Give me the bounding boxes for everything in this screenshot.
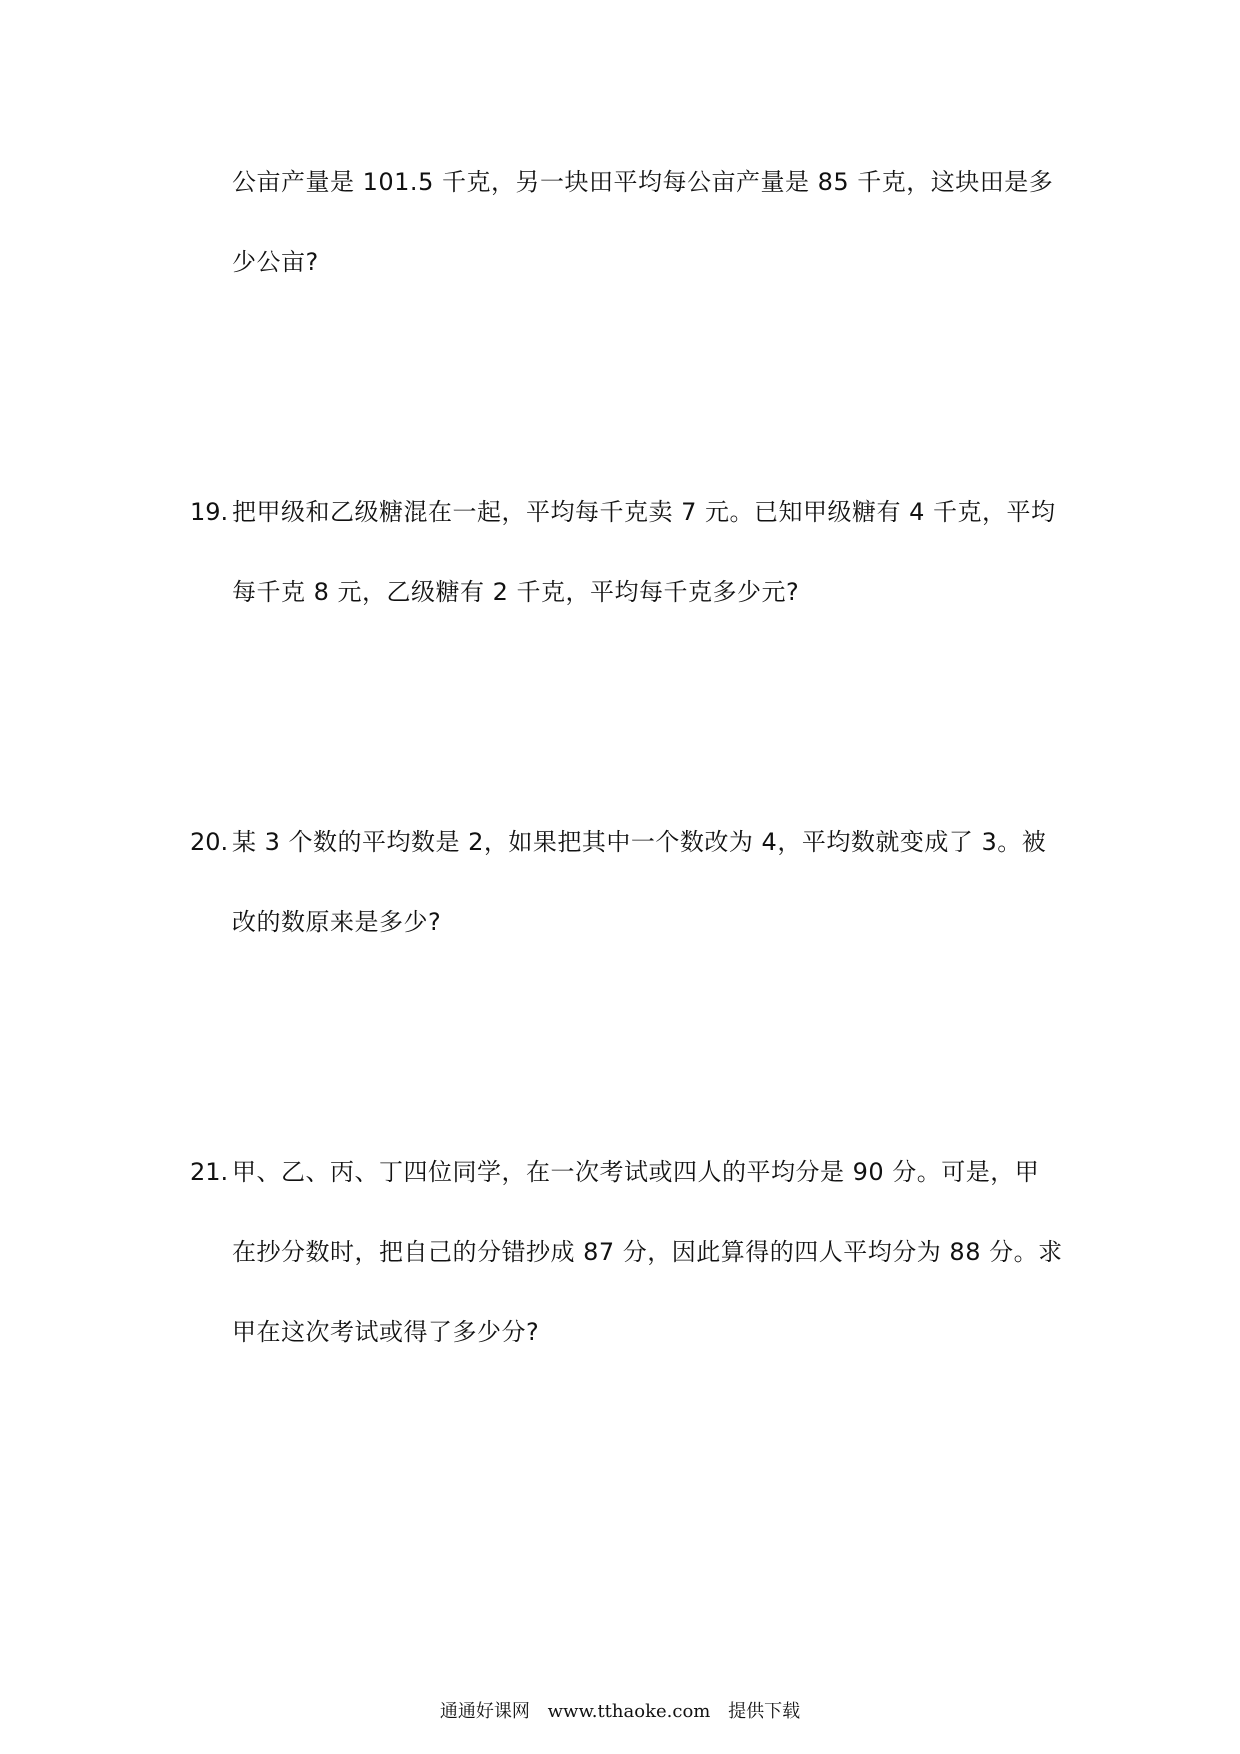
question-text-line: 改的数原来是多少? [232,908,442,936]
page-footer [0,1700,1240,1724]
question-number: 19. [190,498,229,526]
question-text-line: 甲在这次考试或得了多少分? [232,1318,540,1346]
question-text-line: 少公亩? [232,248,319,276]
question-text-line: 甲、乙、丙、丁四位同学，在一次考试或四人的平均分是 90 分。可是，甲 [232,1158,1040,1186]
question-text-line: 在抄分数时，把自己的分错抄成 87 分，因此算得的四人平均分为 88 分。求 [232,1238,1063,1266]
footer-site-name: 通通好课网 [439,1701,530,1722]
footer-url[interactable]: www.tthaoke.com [547,1701,711,1722]
question-text-line: 某 3 个数的平均数是 2，如果把其中一个数改为 4，平均数就变成了 3。被 [232,828,1047,856]
footer-action: 提供下载 [728,1701,801,1722]
question-number: 20. [190,828,229,856]
question-text-line: 每千克 8 元，乙级糖有 2 千克，平均每千克多少元? [232,578,800,606]
question-number: 21. [190,1158,229,1186]
question-text-line: 公亩产量是 101.5 千克，另一块田平均每公亩产量是 85 千克，这块田是多 [232,168,1054,196]
question-text-line: 把甲级和乙级糖混在一起，平均每千克卖 7 元。已知甲级糖有 4 千克，平均 [232,498,1056,526]
